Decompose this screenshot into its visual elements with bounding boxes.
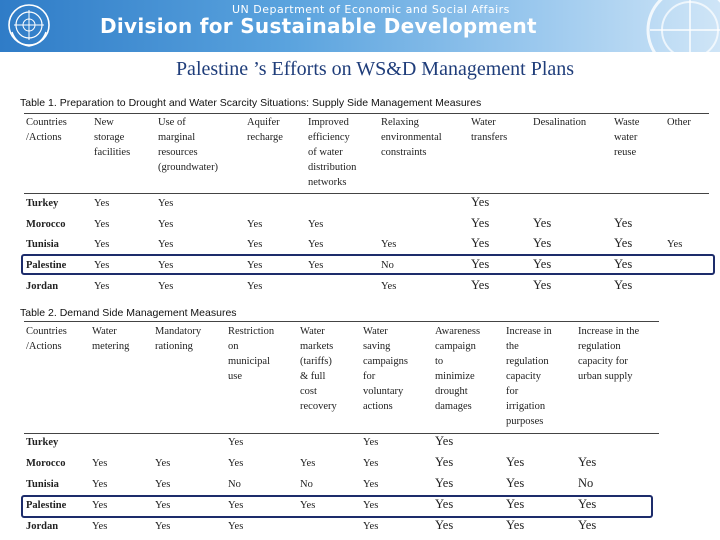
globe-decoration-icon [580,0,720,52]
table2-row-label: Jordan [26,521,59,532]
table2-cell: Yes [363,521,379,532]
table1-cell: Yes [308,260,324,271]
table2-header-6: Awareness campaign to minimize drought damages [435,326,481,412]
table2-cell: Yes [300,458,316,469]
table2-cell: Yes [228,458,244,469]
table2-cell: Yes [578,518,597,532]
table1-row-label: Morocco [26,219,66,230]
table1-header-6: Water transfers [471,117,508,143]
table2-cell: Yes [506,476,525,490]
table1-cell: Yes [94,219,110,230]
table1-header-rule [24,193,709,194]
table1-cell: Yes [614,236,633,250]
table1-cell: No [381,260,394,271]
table2-cell: Yes [506,497,525,511]
table2-cell: No [578,476,594,490]
table1-cell: Yes [158,239,174,250]
table2-header-1: Water metering [92,326,130,352]
table2-cell: Yes [228,521,244,532]
table1-cell: Yes [247,219,263,230]
table1-cell: Yes [614,278,633,292]
table2-cell: Yes [363,479,379,490]
table1-cell: Yes [247,281,263,292]
table1-cell: Yes [533,278,552,292]
table1-row-label: Jordan [26,281,59,292]
table1-header-9: Other [667,117,691,128]
table1-cell: Yes [471,236,490,250]
table2-caption: Table 2. Demand Side Management Measures [20,307,237,319]
table1-cell: Yes [533,236,552,250]
table2-cell: Yes [435,455,454,469]
slide-title: Palestine ’s Efforts on WS&D Management Plans [175,58,575,80]
table2-row-label: Tunisia [26,479,59,490]
table1-cell: Yes [247,239,263,250]
table2-cell: No [228,479,241,490]
table1-header-2: Use of marginal resources (groundwater) [158,117,219,173]
table1-cell: Yes [158,219,174,230]
table1-row-label: Palestine [26,260,67,271]
table2-cell: Yes [363,458,379,469]
tables-image [16,93,709,540]
table1-header-4: Improved efficiency of water distribution networks [308,117,357,188]
table1-header-3: Aquifer recharge [247,117,283,143]
table2-header-7: Increase in the regulation capacity for irrigation purposes [506,326,552,427]
table2-header-rule [24,433,659,434]
table1-cell: Yes [471,195,490,209]
table2-cell: Yes [92,458,108,469]
table1-cell: Yes [94,239,110,250]
table1-cell: Yes [308,219,324,230]
table2-cell: Yes [155,458,171,469]
table2-header-2: Mandatory rationing [155,326,202,352]
table1-header-1: New storage facilities [94,117,131,158]
table2-cell: No [300,479,313,490]
table2-cell: Yes [435,497,454,511]
table2-cell: Yes [92,500,108,511]
table1-row-label: Tunisia [26,239,59,250]
un-emblem-icon [6,2,52,48]
table2-cell: Yes [92,521,108,532]
table2-cell: Yes [578,497,597,511]
table1-row-label: Turkey [26,198,59,209]
table2-cell: Yes [435,518,454,532]
table2-row-label: Turkey [26,437,59,448]
table1-cell: Yes [667,239,683,250]
table1-cell: Yes [471,216,490,230]
table1-cell: Yes [158,281,174,292]
table2-header-0: Countries /Actions [26,326,67,352]
table2-cell: Yes [92,479,108,490]
table2-cell: Yes [155,479,171,490]
table1-cell: Yes [308,239,324,250]
table1-top-rule [24,113,709,114]
table2-cell: Yes [435,476,454,490]
table1-header-0: Countries /Actions [26,117,67,143]
table1-cell: Yes [533,216,552,230]
table1-cell: Yes [94,198,110,209]
table2-cell: Yes [578,455,597,469]
table1-cell: Yes [247,260,263,271]
palestine-highlight-table1 [21,254,715,275]
table1-cell: Yes [158,198,174,209]
table2-header-8: Increase in the regulation capacity for urban supply [578,326,640,382]
table1-caption: Table 1. Preparation to Drought and Water Scarcity Situations: Supply Side Management Measures [20,97,482,109]
table2-cell: Yes [155,500,171,511]
table1-cell: Yes [471,278,490,292]
table1-cell: Yes [614,257,633,271]
table1-cell: Yes [94,281,110,292]
table1-cell: Yes [94,260,110,271]
table2-cell: Yes [363,437,379,448]
banner-subtitle: UN Department of Economic and Social Affairs [232,3,510,16]
table1-cell: Yes [381,281,397,292]
table2-top-rule [24,321,659,322]
table1-cell: Yes [471,257,490,271]
table2-cell: Yes [155,521,171,532]
table2-cell: Yes [506,455,525,469]
table2-cell: Yes [506,518,525,532]
table1-header-7: Desalination [533,117,587,128]
table2-cell: Yes [363,500,379,511]
table1-cell: Yes [158,260,174,271]
table1-cell: Yes [533,257,552,271]
table2-cell: Yes [228,500,244,511]
table2-cell: Yes [435,434,454,448]
table2-cell: Yes [228,437,244,448]
banner-title: Division for Sustainable Development [100,14,537,38]
table2-cell: Yes [300,500,316,511]
table2-row-label: Palestine [26,500,67,511]
table1-header-8: Waste water reuse [614,117,640,158]
table2-header-5: Water saving campaigns for voluntary actions [363,326,408,412]
table1-cell: Yes [381,239,397,250]
table2-row-label: Morocco [26,458,66,469]
table1-header-5: Relaxing environmental constraints [381,117,442,158]
palestine-highlight-table2 [21,495,653,518]
table1-cell: Yes [614,216,633,230]
table2-header-3: Restriction on municipal use [228,326,275,382]
banner [0,0,720,52]
table2-header-4: Water markets (tariffs) & full cost recovery [300,326,337,412]
